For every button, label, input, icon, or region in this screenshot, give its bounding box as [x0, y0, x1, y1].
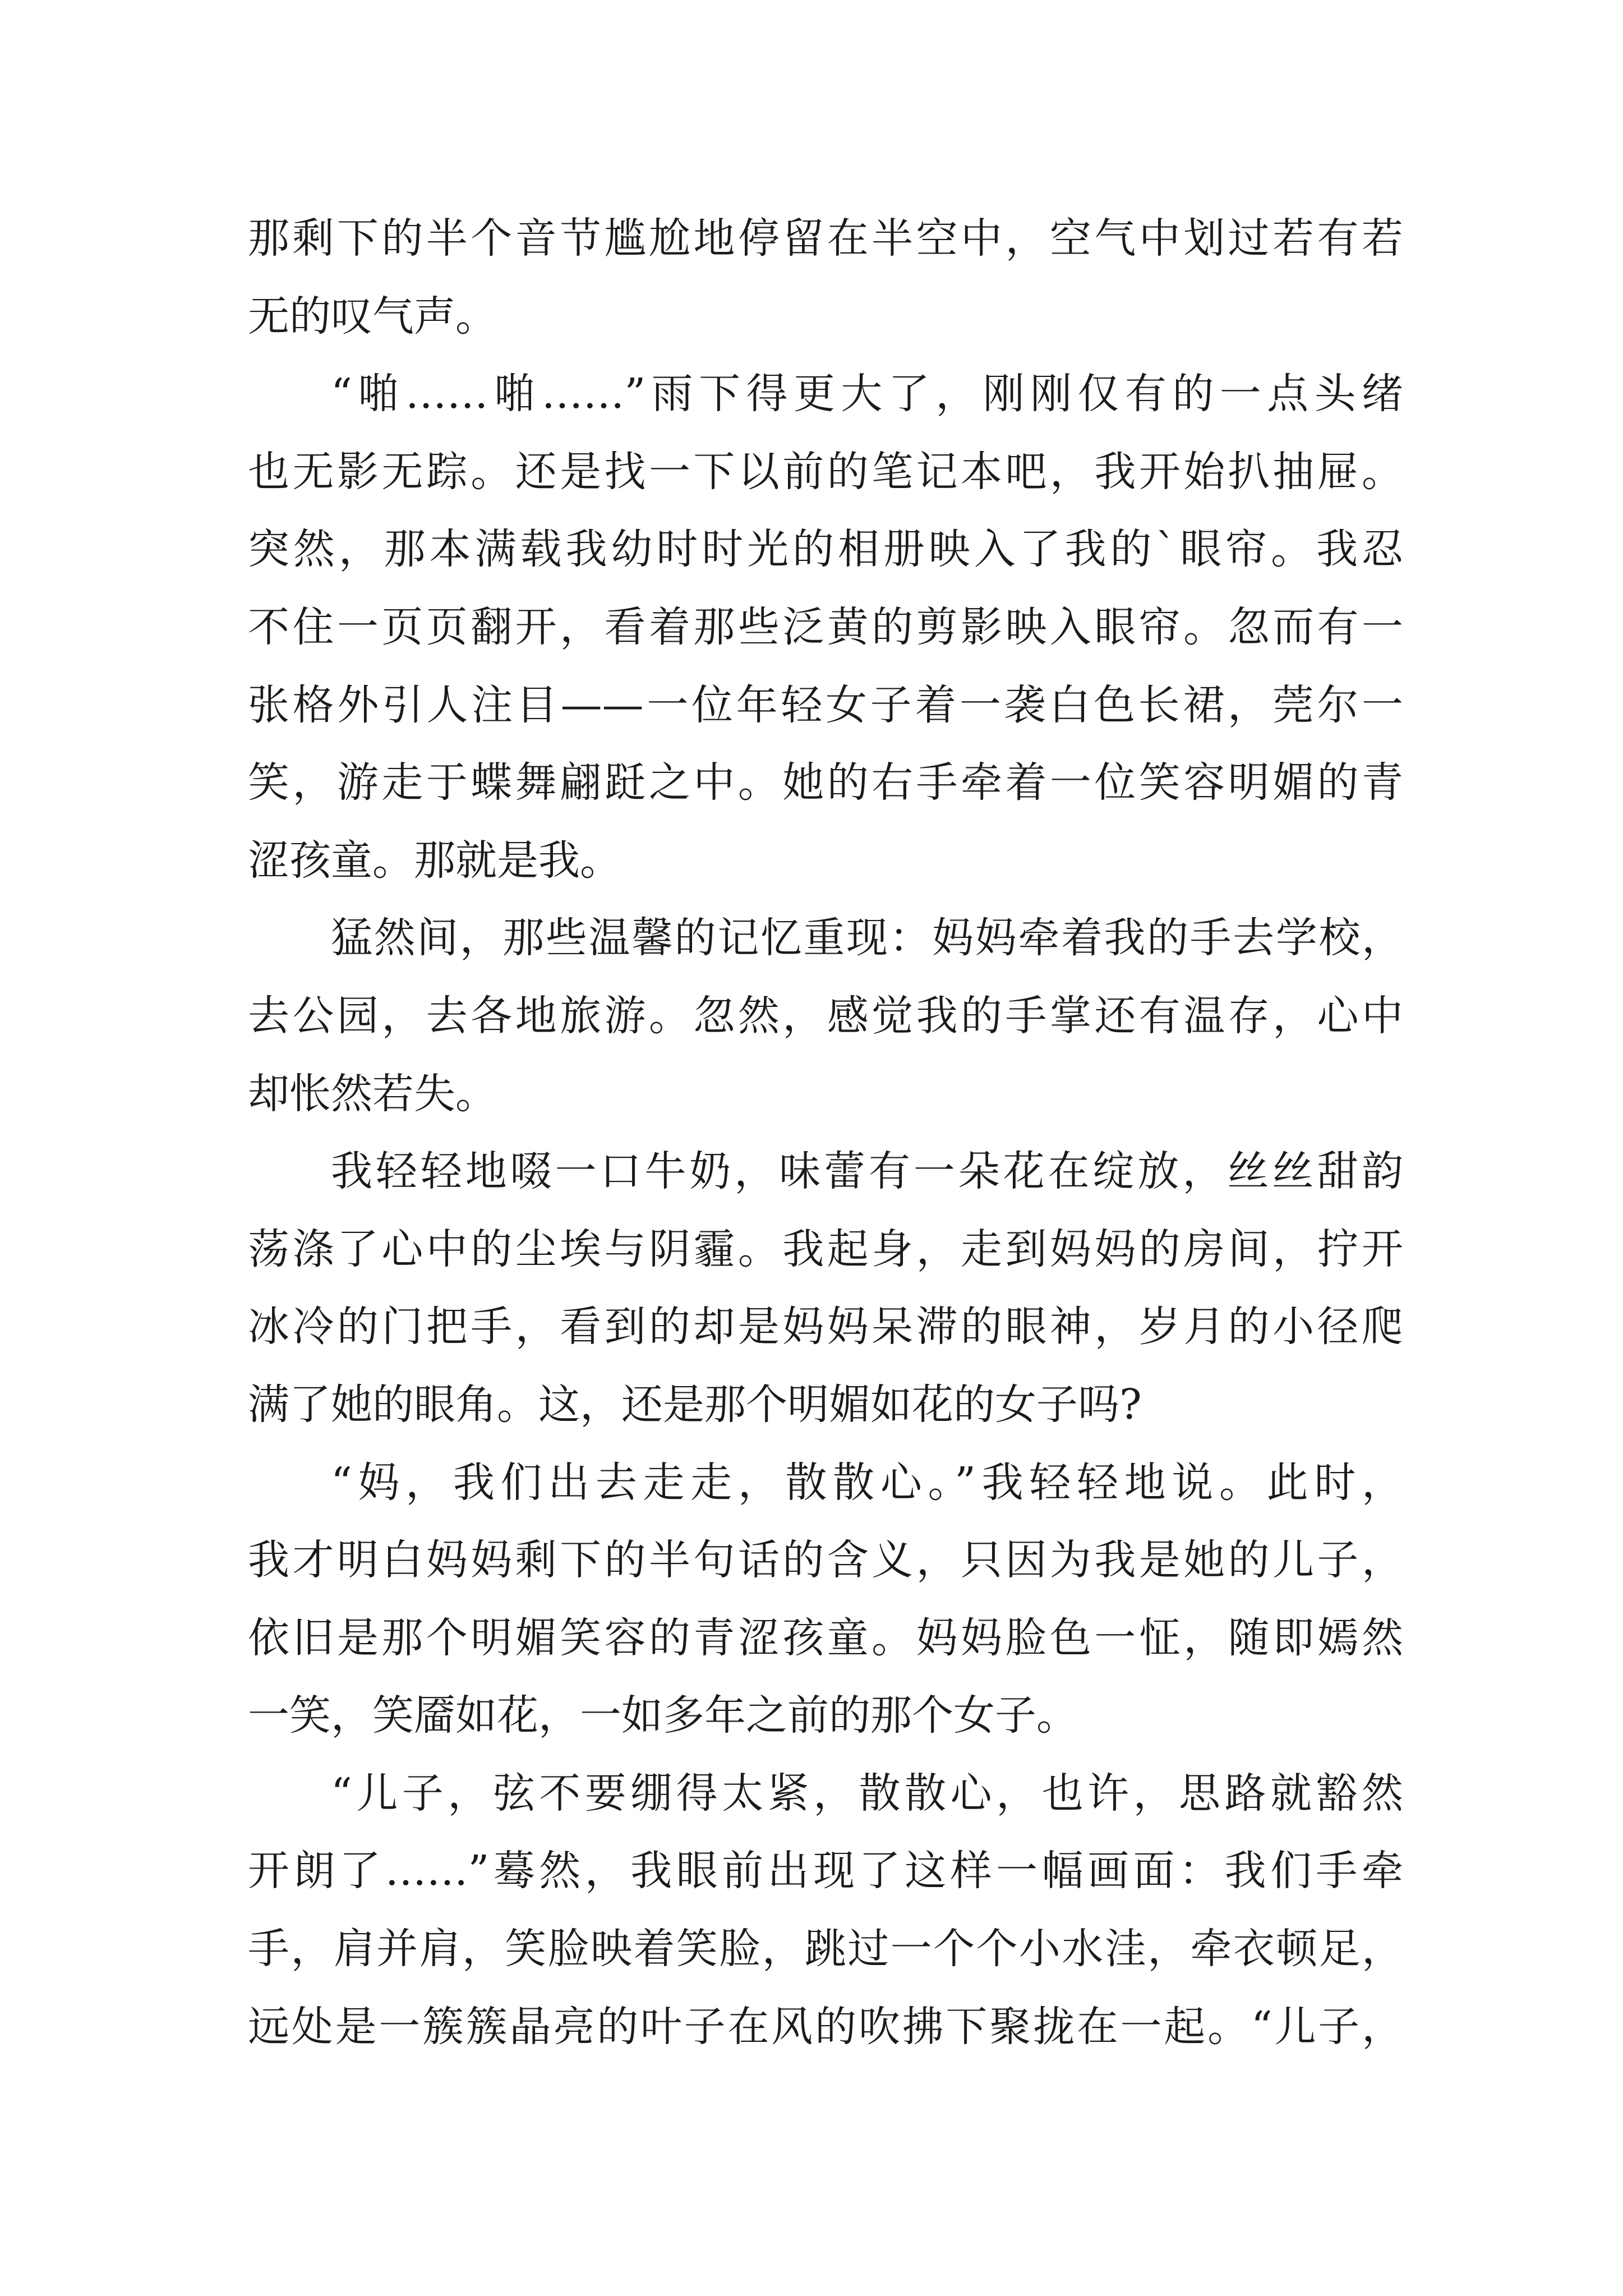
text-line: 也无影无踪。还是找一下以前的笔记本吧，我开始扒抽屉。	[248, 447, 1403, 496]
text-line: 荡涤了心中的尘埃与阴霾。我起身，走到妈妈的房间，拧开	[248, 1225, 1403, 1273]
text-line: 开朗了……”蓦然，我眼前出现了这样一幅画面：我们手牵	[248, 1847, 1403, 1895]
text-line: 远处是一簇簇晶亮的叶子在风的吹拂下聚拢在一起。“儿子，	[248, 2002, 1403, 2051]
text-line: 张格外引人注目——一位年轻女子着一袭白色长裙，莞尔一	[248, 680, 1403, 729]
text-line: 一笑，笑靥如花，一如多年之前的那个女子。	[248, 1691, 1078, 1740]
text-line: 依旧是那个明媚笑容的青涩孩童。妈妈脸色一怔，随即嫣然	[248, 1613, 1403, 1662]
text-line: “啪……啪……”雨下得更大了，刚刚仅有的一点头绪	[331, 370, 1403, 418]
body-text	[248, 200, 1403, 2065]
text-line: 冰冷的门把手，看到的却是妈妈呆滞的眼神，岁月的小径爬	[248, 1303, 1403, 1351]
text-line: 满了她的眼角。这，还是那个明媚如花的女子吗?	[248, 1380, 1142, 1429]
text-line: 手，肩并肩，笑脸映着笑脸，跳过一个个小水洼，牵衣顿足，	[248, 1925, 1403, 1973]
text-line: “妈，我们出去走走，散散心。”我轻轻地说。此时，	[331, 1458, 1403, 1507]
text-line: 涩孩童。那就是我。	[248, 836, 621, 885]
text-line: 我才明白妈妈剩下的半句话的含义，只因为我是她的儿子，	[248, 1536, 1403, 1585]
text-line: 猛然间，那些温馨的记忆重现：妈妈牵着我的手去学校，	[331, 914, 1403, 963]
text-line: “儿子，弦不要绷得太紧，散散心，也许，思路就豁然	[331, 1769, 1403, 1818]
text-line: 那剩下的半个音节尴尬地停留在半空中，空气中划过若有若	[248, 214, 1403, 263]
text-line: 无的叹气声。	[248, 292, 497, 341]
text-line: 不住一页页翻开，看着那些泛黄的剪影映入眼帘。忽而有一	[248, 602, 1403, 651]
text-line: 笑，游走于蝶舞翩跹之中。她的右手牵着一位笑容明媚的青	[248, 758, 1403, 807]
text-line: 我轻轻地啜一口牛奶，味蕾有一朵花在绽放，丝丝甜韵	[331, 1147, 1403, 1196]
text-line: 去公园，去各地旅游。忽然，感觉我的手掌还有温存，心中	[248, 991, 1403, 1040]
text-line: 突然，那本满载我幼时时光的相册映入了我的`眼帘。我忍	[248, 525, 1403, 574]
text-line: 却怅然若失。	[248, 1069, 497, 1118]
